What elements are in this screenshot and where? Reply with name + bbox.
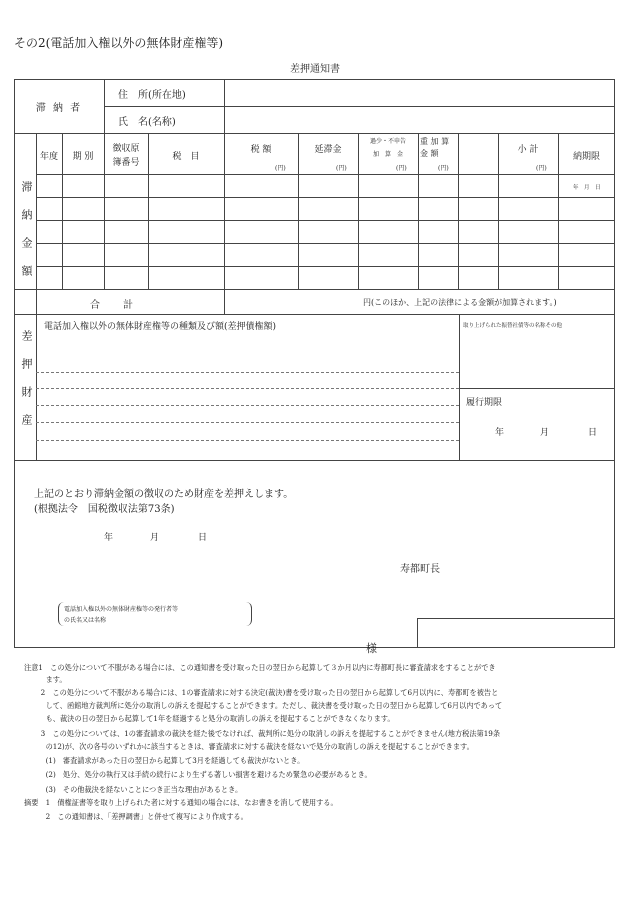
taxpayer-label: 滞 納 者 [35,103,83,114]
seized-property-label: 差押財産 [20,330,33,442]
note-line: (3) その他裁決を経ないことにつき正当な理由があるとき。 [24,785,243,794]
col-tax-item: 税 目 [172,152,200,162]
deadline-year: 年 [495,428,505,438]
yen-unit: (円) [438,165,449,172]
statement-line1: 上記のとおり滞納金額の徴収のため財産を差押えします。 [34,489,294,500]
property-kind-heading: 電話加入権以外の無体財産権等の種類及び額(差押債権額) [44,322,277,332]
recipient-label-2: の氏名又は名称 [64,617,107,624]
col-subtotal: 小 計 [517,145,539,155]
yen-unit: (円) [336,165,347,172]
note-line: 3 この処分については、1の審査請求の裁決を経た後でなければ、裁判所に処分の取消しの訴えを提起することができません(地方税法第19条 [24,729,501,738]
note-line: (1) 審査請求があった日の翌日から起算して3月を経過しても裁決がないとき。 [24,756,305,765]
note-line: 2 この処分について不服がある場合には、1の審査請求に対する決定(裁決)書を受け取った日の翌日から起算して6月以内に、寿都町を被告と [24,688,499,697]
col-penalty-2: 加 算 金 [372,151,403,158]
statement-day: 日 [198,533,208,543]
note-line: して、函館地方裁判所に処分の取消しの訴えを提起することができます。ただし、裁決書を受け取った日の翌日から起算して6月以内であって [24,701,503,710]
note-line: (2) 処分、処分の執行又は手続の続行により生ずる著しい損害を避けるため緊急の必要があるとき。 [24,770,372,779]
total-label: 合 計 [90,300,134,311]
col-delinquency: 延滞金 [314,145,342,155]
col-tax-amount: 税 額 [250,145,272,155]
deadline-day: 日 [588,428,598,438]
note-line: 注意1 この処分について不服がある場合には、この通知書を受け取った日の翌日から起算して３か月以内に寿都町長に審査請求をすることができ [24,663,496,672]
col-heavy-2: 金 額 [420,149,439,158]
note-line: も、裁決の日の翌日から起算して1年を経過すると処分の取消しの訴えを提起することができなくなります。 [24,714,395,723]
issuer-name: 寿都町長 [400,564,440,575]
col-penalty-1: 過少・不申告 [369,138,406,145]
col-year: 年度 [39,152,58,162]
col-period: 期 別 [72,152,94,162]
col-due-date: 納期限 [572,152,600,162]
yen-unit: (円) [275,165,286,172]
recipient-label-1: 電話加入権以外の無体財産権等の発行者等 [64,606,179,613]
due-date-units: 年 月 日 [573,185,601,191]
section-title: その2(電話加入権以外の無体財産権等) [14,36,223,50]
note-line: 摘要 1 債権証書等を取り上げられた者に対する通知の場合には、なお書きを消して使用する。 [24,798,338,807]
yen-unit: (円) [536,165,547,172]
name-label: 氏 名(名称) [118,117,176,128]
address-label: 住 所(所在地) [118,90,186,101]
statement-month: 月 [150,533,160,543]
statement-year: 年 [104,533,114,543]
total-note: 円(このほか、上記の法律による金額が加算されます。) [363,298,557,307]
yen-unit: (円) [396,165,407,172]
col-collection-no-2: 簿番号 [112,158,140,168]
deadline-month: 月 [540,428,550,438]
bond-name-label: 取り上げられた振替社債等の名称その他 [463,323,563,329]
honorific-sama: 様 [366,642,377,655]
deadline-label: 履行期限 [466,398,503,408]
document-title: 差押通知書 [290,64,340,75]
statement-line2: (根拠法令 国税徴収法第73条) [34,504,175,515]
note-line: ます。 [24,675,67,684]
delinquent-amount-label: 滞納金額 [20,181,33,293]
col-collection-no-1: 徴収原 [112,144,140,154]
col-heavy-1: 重 加 算 [420,137,450,146]
note-line: 2 この通知書は、「差押調書」と併せて複写により作成する。 [24,812,248,821]
note-line: の12)が、次の各号のいずれかに該当するときは、審査請求に対する裁決を経ないで処分の取消しの訴えを提起することができます。 [24,742,474,751]
